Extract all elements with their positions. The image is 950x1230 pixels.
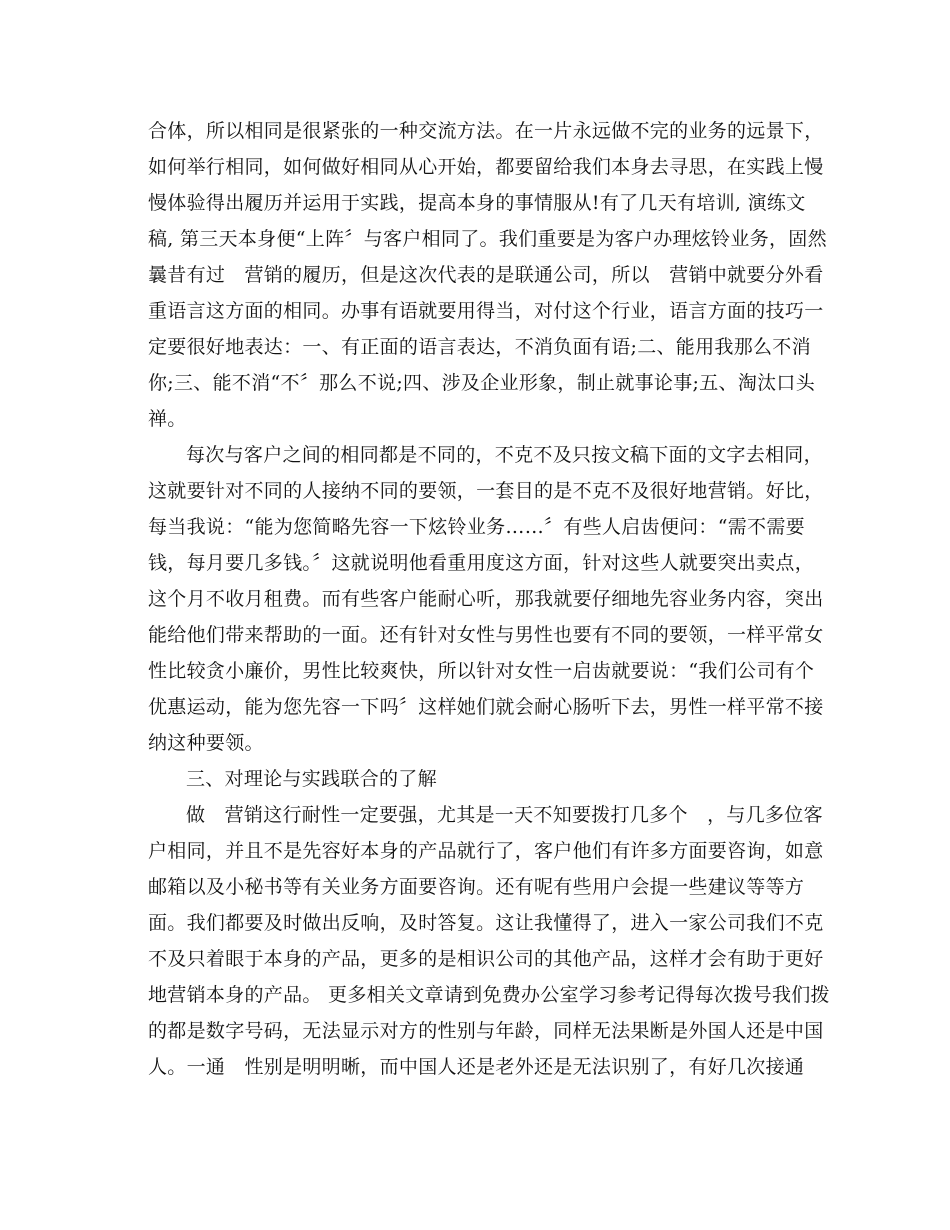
text-line: 优惠运动，能为您先容一下吗〞这样她们就会耐心肠听下去，男性一样平常不接 <box>148 696 824 718</box>
text-line: 你;三、能不消“不〞那么不说;四、涉及企业形象，制止就事论事;五、淘汰口头 <box>148 372 816 394</box>
text-line: 慢体验得出履历并运用于实践，提高本身的事情服从!有了几天有培训, 演练文 <box>148 192 806 214</box>
text-line: 如何举行相同，如何做好相同从心开始，都要留给我们本身去寻思，在实践上慢 <box>148 156 824 178</box>
text-line: 纳这种要领。 <box>148 732 264 754</box>
text-line: 性比较贪小廉价，男性比较爽快，所以针对女性一启齿就要说：“我们公司有个 <box>148 660 815 682</box>
section-heading: 三、对理论与实践联合的了解 <box>186 768 437 790</box>
text-line: 这就要针对不同的人接纳不同的要领，一套目的是不克不及很好地营销。好比， <box>148 480 824 502</box>
text-line: 邮箱以及小秘书等有关业务方面要咨询。还有呢有些用户会提一些建议等等方 <box>148 876 805 898</box>
text-line: 地营销本身的产品。 更多相关文章请到免费办公室学习参考记得每次拨号我们拨 <box>148 984 830 1006</box>
paragraph-start-line: 每次与客户之间的相同都是不同的，不克不及只按文稿下面的文字去相同， <box>186 444 823 466</box>
text-line: 能给他们带来帮助的一面。还有针对女性与男性也要有不同的要领，一样平常女 <box>148 624 824 646</box>
text-line: 不及只着眼于本身的产品，更多的是相识公司的其他产品，这样才会有助于更好 <box>148 948 824 970</box>
text-line: 人。一通 性别是明明晰，而中国人还是老外还是无法识别了，有好几次接通 <box>148 1056 805 1078</box>
paragraph-start-line: 做 营销这行耐性一定要强，尤其是一天不知要拨打几多个 ，与几多位客 <box>186 804 823 826</box>
text-line: 面。我们都要及时做出反响，及时答复。这让我懂得了，进入一家公司我们不克 <box>148 912 824 934</box>
text-line: 每当我说：“能为您简略先容一下炫铃业务……〞有些人启齿便问：“需不需要 <box>148 516 805 538</box>
text-line: 定要很好地表达：一、有正面的语言表达，不消负面有语;二、能用我那么不消 <box>148 336 811 358</box>
text-line: 重语言这方面的相同。办事有语就要用得当，对付这个行业，语言方面的技巧一 <box>148 300 824 322</box>
text-line: 曩昔有过 营销的履历，但是这次代表的是联通公司，所以 营销中就要分外看 <box>148 264 824 286</box>
text-line: 户相同，并且不是先容好本身的产品就行了，客户他们有许多方面要咨询，如意 <box>148 840 824 862</box>
text-line: 合体，所以相同是很紧张的一种交流方法。在一片永远做不完的业务的远景下， <box>148 120 824 142</box>
text-line: 钱，每月要几多钱。〞这就说明他看重用度这方面，针对这些人就要突出卖点， <box>148 552 815 574</box>
text-line: 这个月不收月租费。而有些客户能耐心听，那我就要仔细地先容业务内容，突出 <box>148 588 824 610</box>
text-line: 的都是数字号码，无法显示对方的性别与年龄，同样无法果断是外国人还是中国 <box>148 1020 824 1042</box>
text-line: 稿, 第三天本身便“上阵〞与客户相同了。我们重要是为客户办理炫铃业务，固然 <box>148 228 827 250</box>
text-line: 禅。 <box>148 408 187 430</box>
